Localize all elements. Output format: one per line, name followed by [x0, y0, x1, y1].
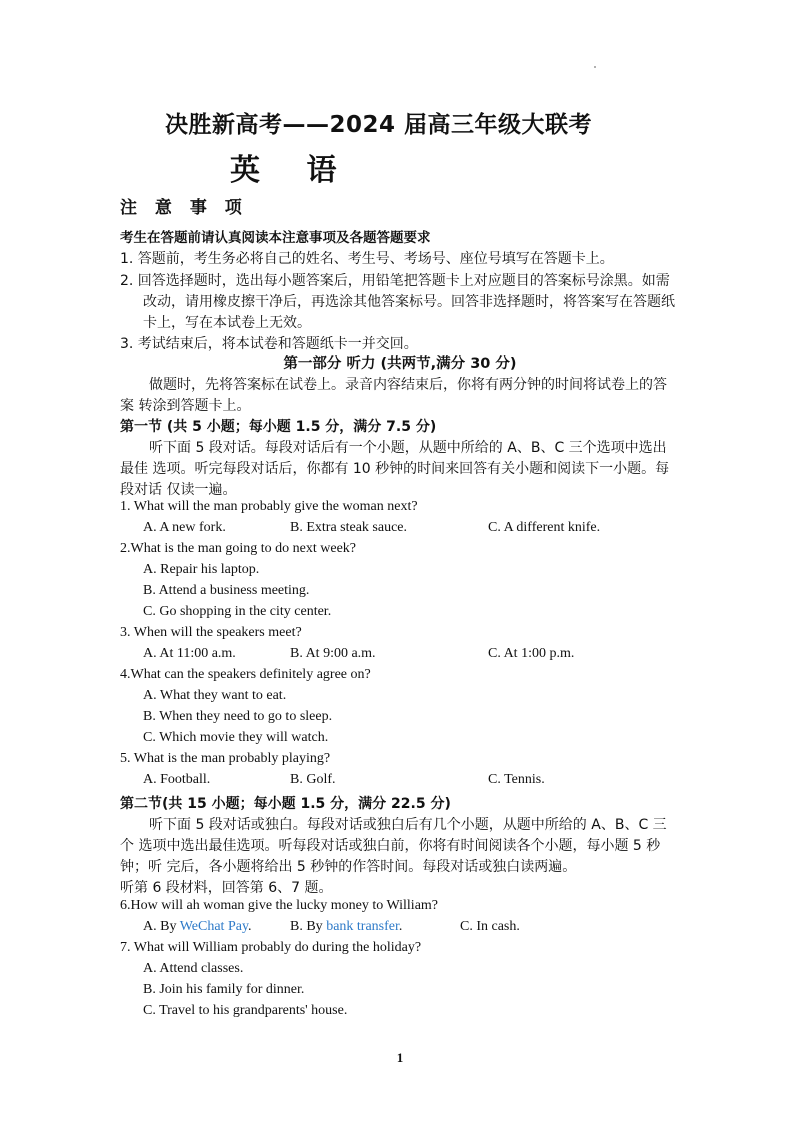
part1-title: 第一部分 听力 (共两节,满分 30 分): [283, 356, 517, 372]
question-7: 7. What will William probably do during the holiday?: [120, 940, 422, 955]
question-3: 3. When will the speakers meet?: [120, 625, 302, 640]
bank-transfer-link[interactable]: bank transfer: [326, 919, 399, 934]
exam-title: 决胜新高考——2024 届高三年级大联考: [165, 112, 593, 138]
notice-item: 1. 答题前，考生务必将自己的姓名、考生号、考场号、座位号填写在答题卡上。: [120, 251, 614, 267]
notice-heading: 注 意 事 项: [120, 198, 248, 218]
section2-title: 第二节(共 15 小题；每小题 1.5 分，满分 22.5 分): [120, 796, 451, 812]
q6-option-c: C. In cash.: [460, 919, 520, 934]
q7-option-a: A. Attend classes.: [143, 961, 244, 976]
section1-intro-line: 最佳 选项。听完每段对话后，你都有 10 秒钟的时间来回答有关小题和阅读下一小题。每: [120, 461, 670, 477]
q6-option-b-prefix: B. By: [290, 919, 327, 934]
q5-option-a: A. Football.: [143, 772, 211, 787]
question-5: 5. What is the man probably playing?: [120, 751, 331, 766]
q2-option-b: B. Attend a business meeting.: [143, 583, 310, 598]
page-number: 1: [396, 1050, 404, 1065]
q3-option-b: B. At 9:00 a.m.: [290, 646, 376, 661]
subject-title: 英 语: [230, 153, 355, 188]
q6-option-a-prefix: A. By: [143, 919, 180, 934]
q7-option-c: C. Travel to his grandparents' house.: [143, 1003, 348, 1018]
question-1: 1. What will the man probably give the woman next?: [120, 499, 418, 514]
notice-item: 2. 回答选择题时，选出每小题答案后，用铅笔把答题卡上对应题目的答案标号涂黑。如需: [120, 273, 670, 289]
notice-item-continued: 卡上，写在本试卷上无效。: [143, 315, 311, 331]
q2-option-c: C. Go shopping in the city center.: [143, 604, 332, 619]
section1-intro-line: 段对话 仅读一遍。: [120, 482, 237, 498]
q6-option-b-suffix: .: [398, 919, 403, 934]
section2-intro-line: 听第 6 段材料，回答第 6、7 题。: [120, 880, 333, 896]
wechat-pay-link[interactable]: WeChat Pay: [179, 919, 249, 934]
section1-title: 第一节 (共 5 小题；每小题 1.5 分，满分 7.5 分): [120, 419, 437, 435]
q1-option-c: C. A different knife.: [488, 520, 601, 535]
q2-option-a: A. Repair his laptop.: [143, 562, 260, 577]
q6-option-a: [143, 919, 252, 935]
question-4: 4.What can the speakers definitely agree on?: [120, 667, 371, 682]
q4-option-b: B. When they need to go to sleep.: [143, 709, 333, 724]
part1-intro-line: 案 转涂到答题卡上。: [120, 398, 251, 414]
notice-item-continued: 改动，请用橡皮擦干净后，再选涂其他答案标号。回答非选择题时，将答案写在答题纸: [143, 294, 675, 310]
q6-option-a-suffix: .: [248, 919, 252, 934]
part1-intro-line: 做题时，先将答案标在试卷上。录音内容结束后，你将有两分钟的时间将试卷上的答: [149, 377, 667, 393]
q1-option-b: B. Extra steak sauce.: [290, 520, 408, 535]
section1-intro-line: 听下面 5 段对话。每段对话后有一个小题，从题中所给的 A、B、C 三个选项中选出: [149, 440, 667, 456]
q7-option-b: B. Join his family for dinner.: [143, 982, 305, 997]
section2-intro-line: 钟；听 完后，各小题将给出 5 秒钟的作答时间。每段对话或独白读两遍。: [120, 859, 577, 875]
q4-option-c: C. Which movie they will watch.: [143, 730, 329, 745]
notice-item: 3. 考试结束后，将本试卷和答题纸卡一并交回。: [120, 336, 418, 352]
question-6: 6.How will ah woman give the lucky money to William?: [120, 898, 439, 913]
q4-option-a: A. What they want to eat.: [143, 688, 287, 703]
q3-option-a: A. At 11:00 a.m.: [143, 646, 236, 661]
notice-subheading: 考生在答题前请认真阅读本注意事项及各题答题要求: [120, 230, 431, 246]
q3-option-c: C. At 1:00 p.m.: [488, 646, 575, 661]
question-2: 2.What is the man going to do next week?: [120, 541, 356, 556]
q6-option-b: [290, 919, 402, 935]
section2-intro-line: 听下面 5 段对话或独白。每段对话或独白后有几个小题，从题中所给的 A、B、C 三: [149, 817, 667, 833]
q5-option-c: C. Tennis.: [488, 772, 545, 787]
scan-dot: [594, 66, 596, 68]
section2-intro-line: 个 选项中选出最佳选项。听每段对话或独白前，你将有时间阅读各个小题，每小题 5 秒: [120, 838, 661, 854]
q1-option-a: A. A new fork.: [143, 520, 226, 535]
q5-option-b: B. Golf.: [290, 772, 336, 787]
